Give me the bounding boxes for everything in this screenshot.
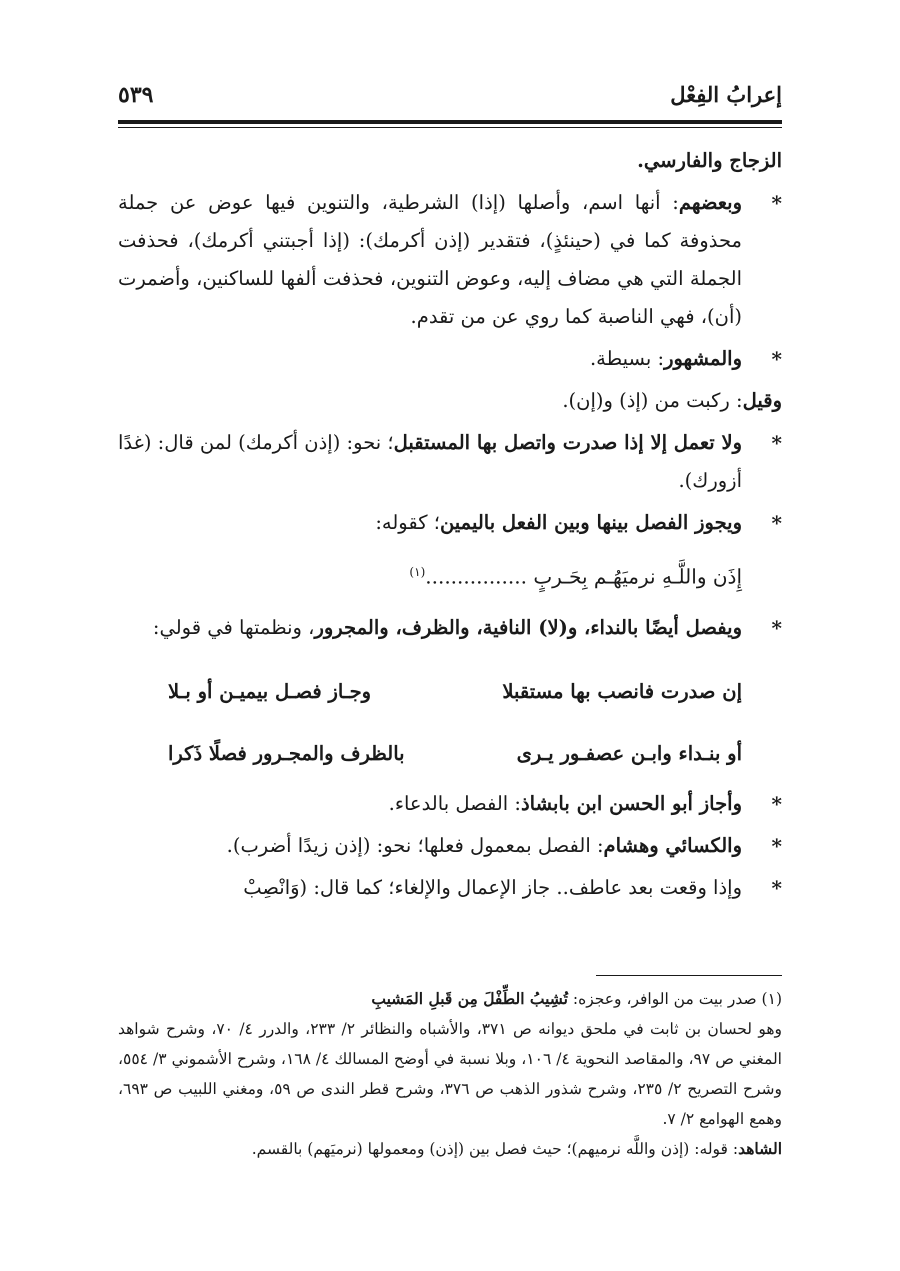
bullet-text: : الفصل بمعمول فعلها؛ نحو: (إذن زيدًا أضرب). bbox=[226, 833, 604, 857]
bullet-item bbox=[118, 340, 782, 378]
header-rule-thin bbox=[118, 127, 782, 128]
asterisk-bullet: * bbox=[771, 833, 782, 858]
poem-line bbox=[168, 661, 742, 723]
header-rule-thick bbox=[118, 120, 782, 124]
paragraph bbox=[118, 382, 782, 420]
bullet-lead: والمشهور bbox=[664, 347, 742, 370]
bullet-lead: ولا تعمل إلا إذا صدرت واتصل بها المستقبل bbox=[393, 431, 742, 454]
page-header bbox=[118, 82, 782, 112]
bullet-text: : أنها اسم، وأصلها (إذا) الشرطية، والتنوين فيها عوض عن جملة محذوفة كما في (حينئذٍ)، فتقدير (إذن أكرمك): (إذا أجبتني أكرمك)، فحذفت الجملة التي هي مضاف إليه، وعوض التنوين، فحذفت ألفها للساكنين، وأضمرت (أن)، فهي الناصبة كما روي عن من تقدم. bbox=[118, 191, 742, 328]
asterisk-bullet: * bbox=[771, 347, 782, 371]
footnotes bbox=[118, 984, 782, 1164]
footnote-shahid-lead: الشاهد bbox=[738, 1139, 782, 1158]
bullet-lead: وأجاز أبو الحسن ابن بابشاذ bbox=[520, 791, 742, 815]
page-number: ٥٣٩ bbox=[118, 82, 154, 108]
footnote-hemistich: تُشِيبُ الطِّفْلَ مِن قَبلِ المَشيبِ bbox=[371, 989, 568, 1008]
bullet-text: ؛ نحو: (إذن أكرمك) لمن قال: (غدًا أزورك). bbox=[118, 431, 742, 492]
bullet-item bbox=[118, 869, 782, 907]
paragraph-continuation: الزجاج والفارسي. bbox=[637, 149, 782, 172]
running-title: إعرابُ الفِعْل bbox=[670, 82, 782, 107]
poem-hemistich-left: بالظرف والمجـرور فصلًا ذَكرا bbox=[168, 741, 405, 765]
poem-hemistich-right: إن صدرت فانصب بها مستقبلا bbox=[502, 679, 742, 703]
bullet-item bbox=[118, 609, 782, 647]
footnote-separator bbox=[596, 975, 782, 976]
bullet-item bbox=[118, 184, 782, 336]
bullet-text: وإذا وقعت بعد عاطف.. جاز الإعمال والإلغاء؛ كما قال: (وَانْصِبْ bbox=[243, 875, 742, 899]
bullet-text: : بسيطة. bbox=[589, 347, 665, 370]
asterisk-bullet: * bbox=[771, 431, 782, 455]
bullet-item bbox=[118, 504, 782, 542]
verse-quote bbox=[118, 550, 782, 599]
bullet-item bbox=[118, 424, 782, 500]
bullet-lead: وبعضهم bbox=[678, 191, 742, 214]
asterisk-bullet: * bbox=[771, 875, 782, 900]
asterisk-bullet: * bbox=[771, 511, 782, 535]
footnote-lead: (١) صدر بيت من الوافر، وعجزه: bbox=[567, 990, 782, 1008]
bullet-text: : الفصل بالدعاء. bbox=[388, 791, 521, 815]
paragraph-lead: وقيل bbox=[742, 389, 782, 412]
footnote-first-line bbox=[118, 984, 782, 1014]
poem bbox=[118, 661, 782, 785]
bullet-item bbox=[118, 827, 782, 865]
bullet-item bbox=[118, 785, 782, 823]
paragraph-text: : ركبت من (إذ) و(إن). bbox=[562, 389, 743, 412]
main-text bbox=[118, 142, 782, 911]
footnote-sources: وهو لحسان بن ثابت في ملحق ديوانه ص ٣٧١، والأشباه والنظائر ٢/ ٢٣٣، والدرر ٤/ ٧٠، وشرح شواهد المغني ص ٩٧، والمقاصد النحوية ٤/ ١٠٦، وبلا نسبة في أوضح المسالك ٤/ ١٦٨، وشرح الأشموني ٣/ ٥٥٤، وشرح التصريح ٢/ ٢٣٥، وشرح شذور الذهب ص ٣٧٦، وشرح قطر الندى ص ٥٩، ومغني اللبيب ص ٦٩٣، وهمع الهوامع ٢/ ٧. bbox=[118, 1020, 783, 1128]
bullet-text: ، ونظمتها في قولي: bbox=[152, 615, 315, 639]
footnote-shahid bbox=[118, 1134, 782, 1164]
bullet-text: ؛ كقوله: bbox=[375, 511, 440, 534]
poem-hemistich-right: أو بنـداء وابـن عصفـور يـرى bbox=[516, 741, 742, 765]
asterisk-bullet: * bbox=[771, 615, 782, 640]
asterisk-bullet: * bbox=[771, 791, 782, 816]
bullet-lead: ويجوز الفصل بينها وبين الفعل باليمين bbox=[439, 511, 742, 534]
bullet-lead: ويفصل أيضًا بالنداء، و(لا) النافية، والظرف، والمجرور bbox=[314, 615, 742, 639]
verse-text: إِذَن واللَّـهِ نرميَهُـم بِحَـربٍ ................ bbox=[425, 564, 742, 589]
asterisk-bullet: * bbox=[771, 191, 782, 215]
poem-hemistich-left: وجـاز فصـل بيميـن أو بـلا bbox=[168, 679, 372, 703]
footnote-reference: (١) bbox=[409, 565, 426, 579]
footnote-shahid-text: : قوله: (إذن واللَّه نرميهم)؛ حيث فصل بين (إذن) ومعمولها (نرميَهم) بالقسم. bbox=[251, 1140, 739, 1158]
bullet-lead: والكسائي وهشام bbox=[603, 833, 742, 857]
poem-line bbox=[168, 723, 742, 785]
